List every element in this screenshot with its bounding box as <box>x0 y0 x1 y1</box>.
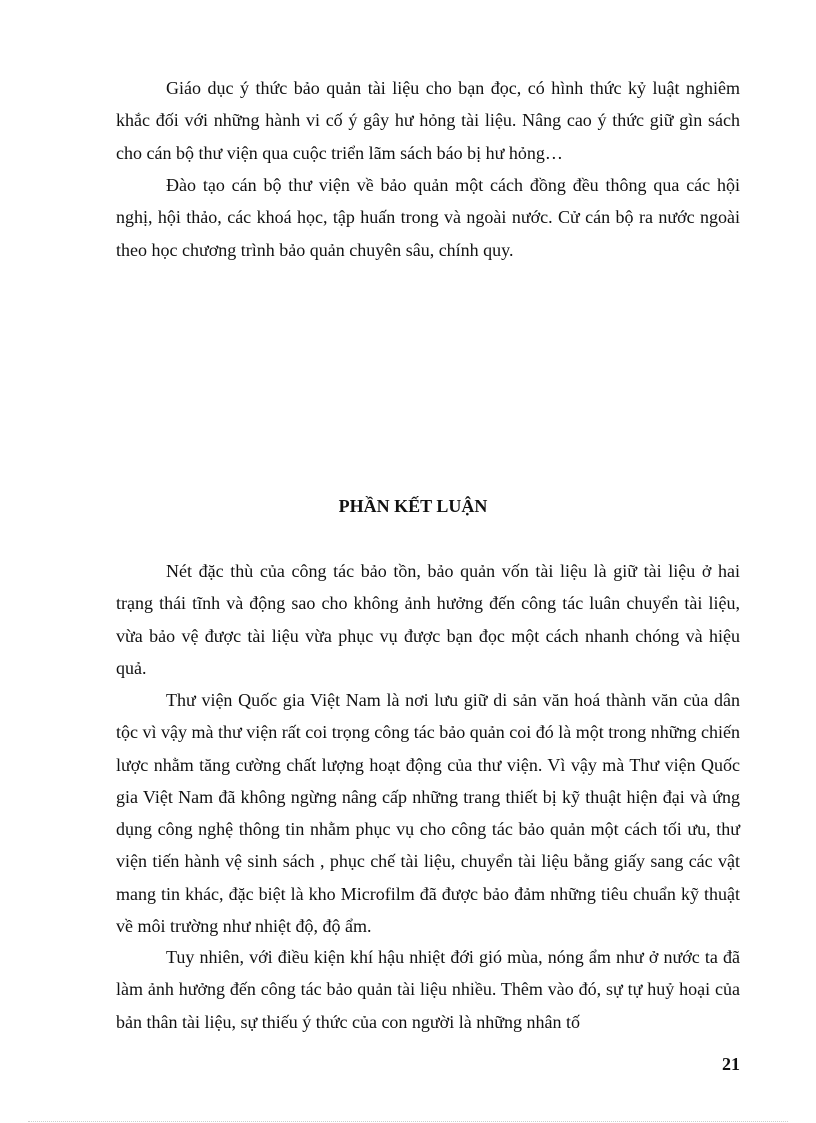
page-bottom-divider <box>28 1121 788 1122</box>
paragraph-reader-preservation-education: Giáo dục ý thức bảo quản tài liệu cho bạn đọc, có hình thức kỷ luật nghiêm khắc đối với những hành vi cố ý gây hư hỏng tài liệu. Nâng cao ý thức giữ gìn sách cho cán bộ thư viện qua cuộc triển lãm sách báo bị hư hỏng… <box>116 78 740 163</box>
page-number: 21 <box>722 1054 740 1074</box>
paragraph-conclusion-1: Nét đặc thù của công tác bảo tồn, bảo quản vốn tài liệu là giữ tài liệu ở hai trạng thái tĩnh và động sao cho không ảnh hưởng đến công tác luân chuyển tài liệu, vừa bảo vệ được tài liệu vừa phục vụ được bạn đọc một cách nhanh chóng và hiệu quả. <box>116 561 740 678</box>
paragraph-conclusion-3: Tuy nhiên, với điều kiện khí hậu nhiệt đới gió mùa, nóng ẩm như ở nước ta đã làm ảnh hưởng đến công tác bảo quản tài liệu nhiều. Thêm vào đó, sự tự huỷ hoại của bản thân tài liệu, sự thiếu ý thức của con người là những nhân tố <box>116 947 740 1032</box>
paragraph-conclusion-2: Thư viện Quốc gia Việt Nam là nơi lưu giữ di sản văn hoá thành văn của dân tộc vì vậy mà thư viện rất coi trọng công tác bảo quản coi đó là một trong những chiến lược nhằm tăng cường chất lượng hoạt động của thư viện. Vì vậy mà Thư viện Quốc gia Việt Nam đã không ngừng nâng cấp những trang thiết bị kỹ thuật hiện đại và ứng dụng công nghệ thông tin nhằm phục vụ cho công tác bảo quản một cách tối ưu, thư viện tiến hành vệ sinh sách , phục chế tài liệu, chuyển tài liệu bằng giấy sang các vật mang tin khác, đặc biệt là kho Microfilm đã được bảo đảm những tiêu chuẩn kỹ thuật về môi trường như nhiệt độ, độ ẩm. <box>116 690 740 937</box>
section-heading-conclusion: PHẦN KẾT LUẬN <box>338 496 488 516</box>
paragraph-staff-training: Đào tạo cán bộ thư viện về bảo quản một cách đồng đều thông qua các hội nghị, hội thảo, các khoá học, tập huấn trong và ngoài nước. Cử cán bộ ra nước ngoài theo học chương trình bảo quản chuyên sâu, chính quy. <box>116 175 740 260</box>
